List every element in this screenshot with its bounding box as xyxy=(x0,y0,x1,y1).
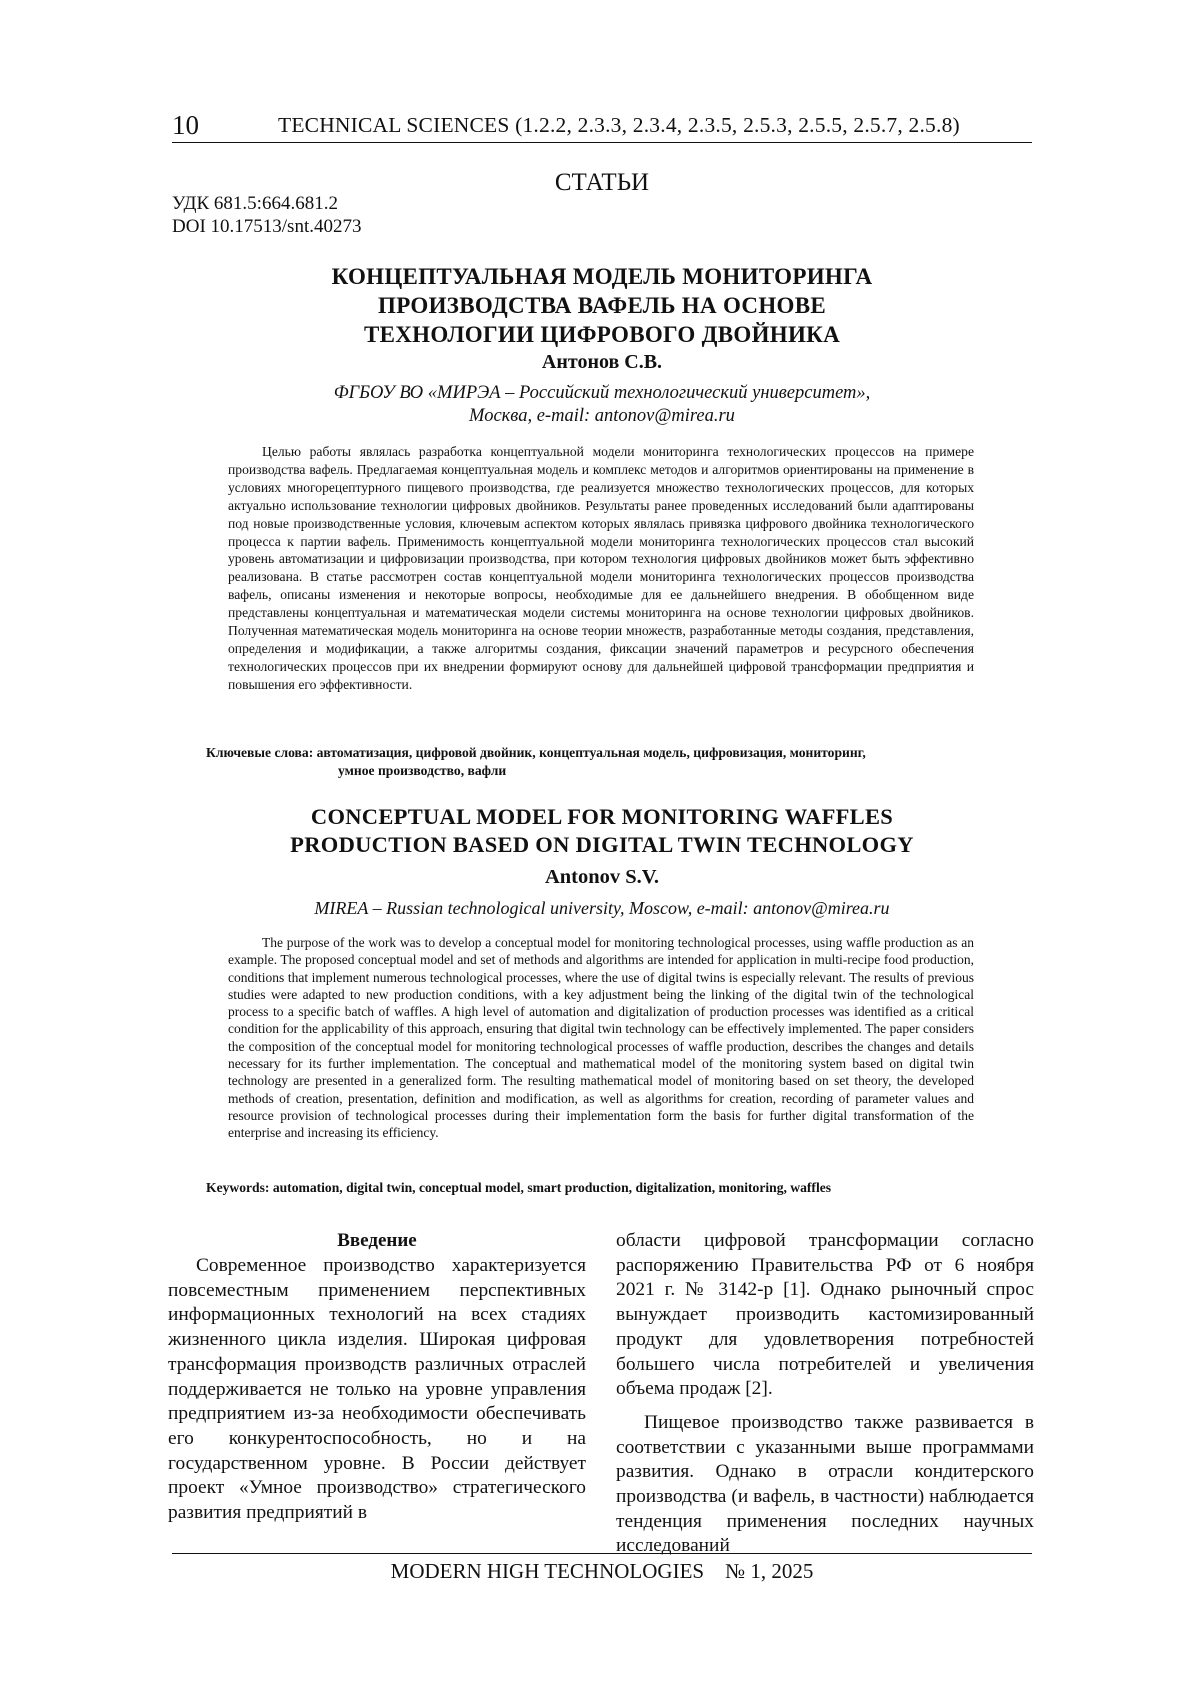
keywords-ru-line: Ключевые слова: автоматизация, цифровой двойник, концептуальная модель, цифровизация, мониторинг, xyxy=(206,745,866,760)
title-line: ТЕХНОЛОГИИ ЦИФРОВОГО ДВОЙНИКА xyxy=(363,322,841,347)
article-identifiers xyxy=(172,192,361,238)
doi-link[interactable]: DOI 10.17513/snt.40273 xyxy=(172,216,362,237)
title-line: CONCEPTUAL MODEL FOR MONITORING WAFFLES xyxy=(310,804,894,829)
header-rule xyxy=(172,142,1032,143)
author-en: Antonov S.V. xyxy=(544,866,660,888)
body-paragraph: Современное производство характеризуется повсеместным применением перспективных информационных технологий на всех стадиях жизненного цикла изделия. Широкая цифровая трансформация производств различных отраслей поддерживается не только на уровне управления предприятием из-за необходимости обеспечивать его конкурентоспособность, но и на государственном уровне. В России действует проект «Умное производство» стратегического развития предприятий в xyxy=(168,1255,586,1524)
affiliation-line: ФГБОУ ВО «МИРЭА – Российский технологический университет», xyxy=(333,383,871,403)
title-line: ПРОИЗВОДСТВА ВАФЕЛЬ НА ОСНОВЕ xyxy=(378,293,826,318)
author-ru: Антонов С.В. xyxy=(541,351,663,373)
journal-footer: MODERN HIGH TECHNOLOGIES № 1, 2025 xyxy=(390,1559,814,1583)
keywords-en: Keywords: automation, digital twin, conceptual model, smart production, digitalization, monitoring, waffles xyxy=(206,1180,832,1195)
abstract-en-text: The purpose of the work was to develop a conceptual model for monitoring technological processes, using waffle production as an example. The proposed conceptual model and set of methods and algorithms are intended for application in multi-recipe food production, conditions that implement numerous technological processes, where the use of digital twins is especially relevant. The results of previous studies were adapted to new production conditions, with a key adjustment being the linking of the digital twin of the technological process to a specific batch of waffles. A high level of automation and digitalization of production processes was identified as a critical condition for the applicability of this approach, ensuring that digital twin technology can be effectively implemented. The paper considers the composition of the conceptual model for monitoring technological processes of waffle production, describes the changes and details necessary for its further implementation. The conceptual and mathematical model of the monitoring system based on digital twin technology are presented in a generalized form. The resulting mathematical model of monitoring based on set theory, the developed methods of creation, presentation, definition and modification, as well as algorithms for creation, recording of parameter values and resource provision of technological processes during their implementation form the basis for further digital transformation of the enterprise and increasing its efficiency. xyxy=(228,935,974,1141)
abstract-ru-text: Целью работы являлась разработка концептуальной модели мониторинга технологических процессов на примере производства вафель. Предлагаемая концептуальная модель и комплекс методов и алгоритмов ориентированы на применение в условиях многорецептурного пищевого производства, где реализуется множество технологических процессов, для которых актуально использование технологии цифровых двойников. Результаты ранее проведенных исследований были адаптированы под новые производственные условия, ключевым аспектом которых являлась привязка цифрового двойника технологического процесса к партии вафель. Применимость концептуальной модели мониторинга технологических процессов стал высокий уровень автоматизации и цифровизации производства, при котором технология цифровых двойников может быть эффективно реализована. В статье рассмотрен состав концептуальной модели мониторинга технологических процессов производства вафель, описаны изменения и некоторые вопросы, необходимые для ее дальнейшего внедрения. В обобщенном виде представлены концептуальная и математическая модели системы мониторинга на основе технологии цифровых двойников. Полученная математическая модель мониторинга на основе теории множеств, разработанные методы создания, представления, определения и модификации, а также алгоритмы создания, фиксации значений параметров и ресурсного обеспечения технологических процессов при их внедрении формируют основу для дальнейшей цифровой трансформации предприятия и повышения его эффективности. xyxy=(228,444,974,692)
running-title: TECHNICAL SCIENCES (1.2.2, 2.3.3, 2.3.4, 2.3.5, 2.5.3, 2.5.5, 2.5.7, 2.5.8) xyxy=(278,113,960,137)
body-column-left xyxy=(168,1229,586,1526)
keywords-ru-line: умное производство, вафли xyxy=(338,762,507,778)
keywords-ru xyxy=(206,744,1006,779)
article-title-en xyxy=(172,803,1032,859)
abstract-en xyxy=(228,934,974,1170)
section-heading: Введение xyxy=(337,1230,417,1251)
title-line: PRODUCTION BASED ON DIGITAL TWIN TECHNOLOGY xyxy=(290,832,914,857)
footer-rule xyxy=(172,1553,1032,1554)
udc-code: УДК 681.5:664.681.2 xyxy=(172,193,338,214)
body-paragraph: области цифровой трансформации согласно распоряжению Правительства РФ от 6 ноября 2021 г. № 3142-р [1]. Однако рыночный спрос вынуждает производить кастомизированный продукт для удовлетворения потребностей большего числа потребителей и увеличения объема продаж [2]. xyxy=(616,1230,1034,1400)
page-number: 10 xyxy=(172,110,199,140)
body-paragraph: Пищевое производство также развивается в соответствии с указанными выше программами развития. Однако в отрасли кондитерского производства (и вафель, в частности) наблюдается тенденция применения последних научных исследований xyxy=(616,1411,1034,1557)
affiliation-en: MIREA – Russian technological university, Moscow, e-mail: antonov@mirea.ru xyxy=(314,898,890,918)
abstract-ru xyxy=(228,443,974,735)
running-header xyxy=(172,108,1032,142)
article-title-ru xyxy=(172,262,1032,349)
section-label: СТАТЬИ xyxy=(554,169,650,196)
body-column-right xyxy=(616,1229,1034,1559)
affiliation-line: Москва, e-mail: antonov@mirea.ru xyxy=(469,406,735,426)
title-line: КОНЦЕПТУАЛЬНАЯ МОДЕЛЬ МОНИТОРИНГА xyxy=(331,264,873,289)
affiliation-ru xyxy=(172,382,1032,428)
